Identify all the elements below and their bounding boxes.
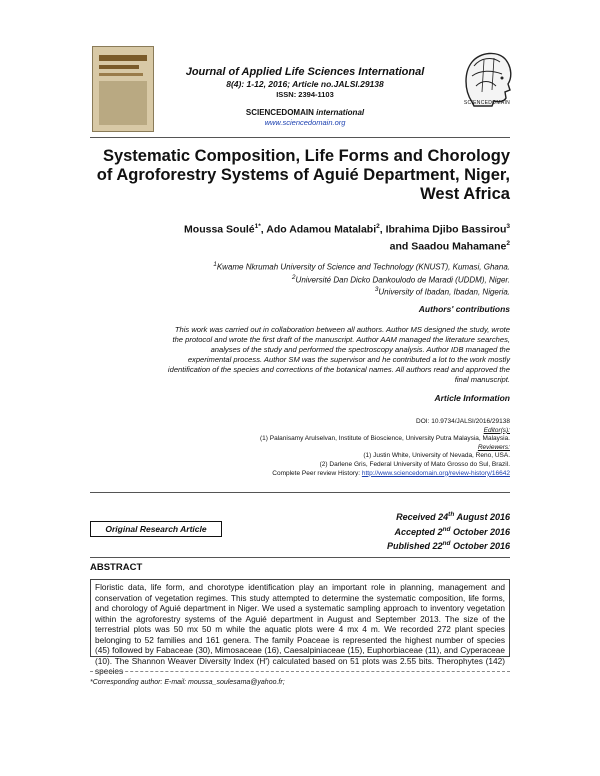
journal-volume-line: 8(4): 1-12, 2016; Article no.JALSI.29138 [226,79,384,89]
affiliation-line: $^3$University of Ibadan, Ibadan, Nigeria. [374,286,510,297]
affiliation-line: $^1$Kwame Nkrumah University of Science and Technology (KNUST), Kumasi, Ghana. [213,261,510,272]
corresponding-author-footnote: *Corresponding author: E-mail: moussa_soulesama@yahoo.fr; [90,679,285,686]
author-name: Saadou Mahamane [411,240,507,252]
reviewer-entry: (2) Darlene Gris, Federal University of Mato Grosso do Sul, Brazil. [319,460,510,468]
published-date: Published 22nd October 2016 [386,540,510,551]
footnote-divider [90,671,510,672]
doi: DOI: 10.9734/JALSI/2016/29138 [416,418,510,425]
received-date: Received 24th August 2016 [396,511,510,522]
journal-cover-thumbnail [92,46,154,132]
accepted-date: Accepted 2nd October 2016 [394,525,510,537]
header-divider [90,137,510,138]
paper-title: Systematic Composition, Life Forms and Chorology of Agroforestry Systems of Aguié Department, Niger, West Africa [96,147,510,203]
publisher-url[interactable]: www.sciencedomain.org [264,118,346,127]
author-name: Moussa Soulé [184,223,255,236]
journal-issn: ISSN: 2394-1103 [276,90,334,99]
author-list: Moussa Soulé$^{1*}$, Ado Adamou Matalabi$^2$, Ibrahima Djibo Bassirou$^3$ and Saadou Mahamane$^2$ [184,223,510,252]
contributions-heading: Authors' contributions [418,304,510,314]
abstract-divider [90,557,510,558]
journal-title: Journal of Applied Life Sciences International [185,66,425,78]
article-info [200,418,510,478]
contributions-text: This work was carried out in collaboration between all authors. Author MS designed the study, wrote the protocol and wrote the first draft of the manuscript. Author AAM managed the literature searches, analyses of the study and performed the spectroscopy analysis. Author IDB managed the experimental process. Author SM was the supervisor and he contributed a lot to the work mostly identification of the species and corrections of the botanical names. All authors read and approved the final manuscript. [167,325,510,384]
abstract-text: Floristic data, life form, and chorotype identification play an important role in planning, management and conservation of vegetation regimes. This study attempted to determine the systematic composition, life forms, and chorology of Aguié department in Niger. We used a systematic sampling approach to inventory vegetation within the agroforestry systems of the Aguié department in August and September 2013. The size of the terrestrial plots was 50 mx 50 m while the aquatic plots were 4 mx 4 m. We recorded 272 plant species belonging to 52 families and 161 genera. The family Poaceae is represented the highest number of species (45) followed by Fabaceae (30), Mimosaceae (16), Caesalpiniaceae (15), Euphorbiaceae (11), and Cyperaceae (10). The Shannon Weaver Diversity Index (H') calculated based on 51 plots was 2.55 bits. Therophytes (142) species [90,579,510,657]
publisher-name: SCIENCEDOMAIN international [245,108,365,117]
affiliations [90,260,510,298]
reviewer-entry: (1) Justin White, University of Nevada, Reno, USA. [363,452,510,460]
info-divider [90,492,510,493]
logo-caption: SCIENCEDOMAIN [463,100,511,106]
article-info-heading: Article Information [434,393,510,403]
reviewers-label: Reviewers: [477,443,510,451]
journal-header [160,66,450,128]
editor-entry: (1) Palanisamy Arulselvan, Institute of Bioscience, University Putra Malaysia, Malaysia. [260,435,510,443]
article-type-box: Original Research Article [90,521,222,537]
review-history: Complete Peer review History: http://www.sciencedomain.org/review-history/16642 [272,469,510,477]
author-name: Ibrahima Djibo Bassirou [385,223,507,236]
affiliation-line: $^2$Université Dan Dicko Dankoulodo de Maradi (UDDM), Niger. [291,273,510,285]
abstract-heading: ABSTRACT [90,562,143,573]
editors-label: Editor(s): [483,426,510,434]
review-history-link[interactable]: http://www.sciencedomain.org/review-history/16642 [361,469,510,477]
article-dates [330,509,510,553]
author-name: Ado Adamou Matalabi [266,223,377,236]
